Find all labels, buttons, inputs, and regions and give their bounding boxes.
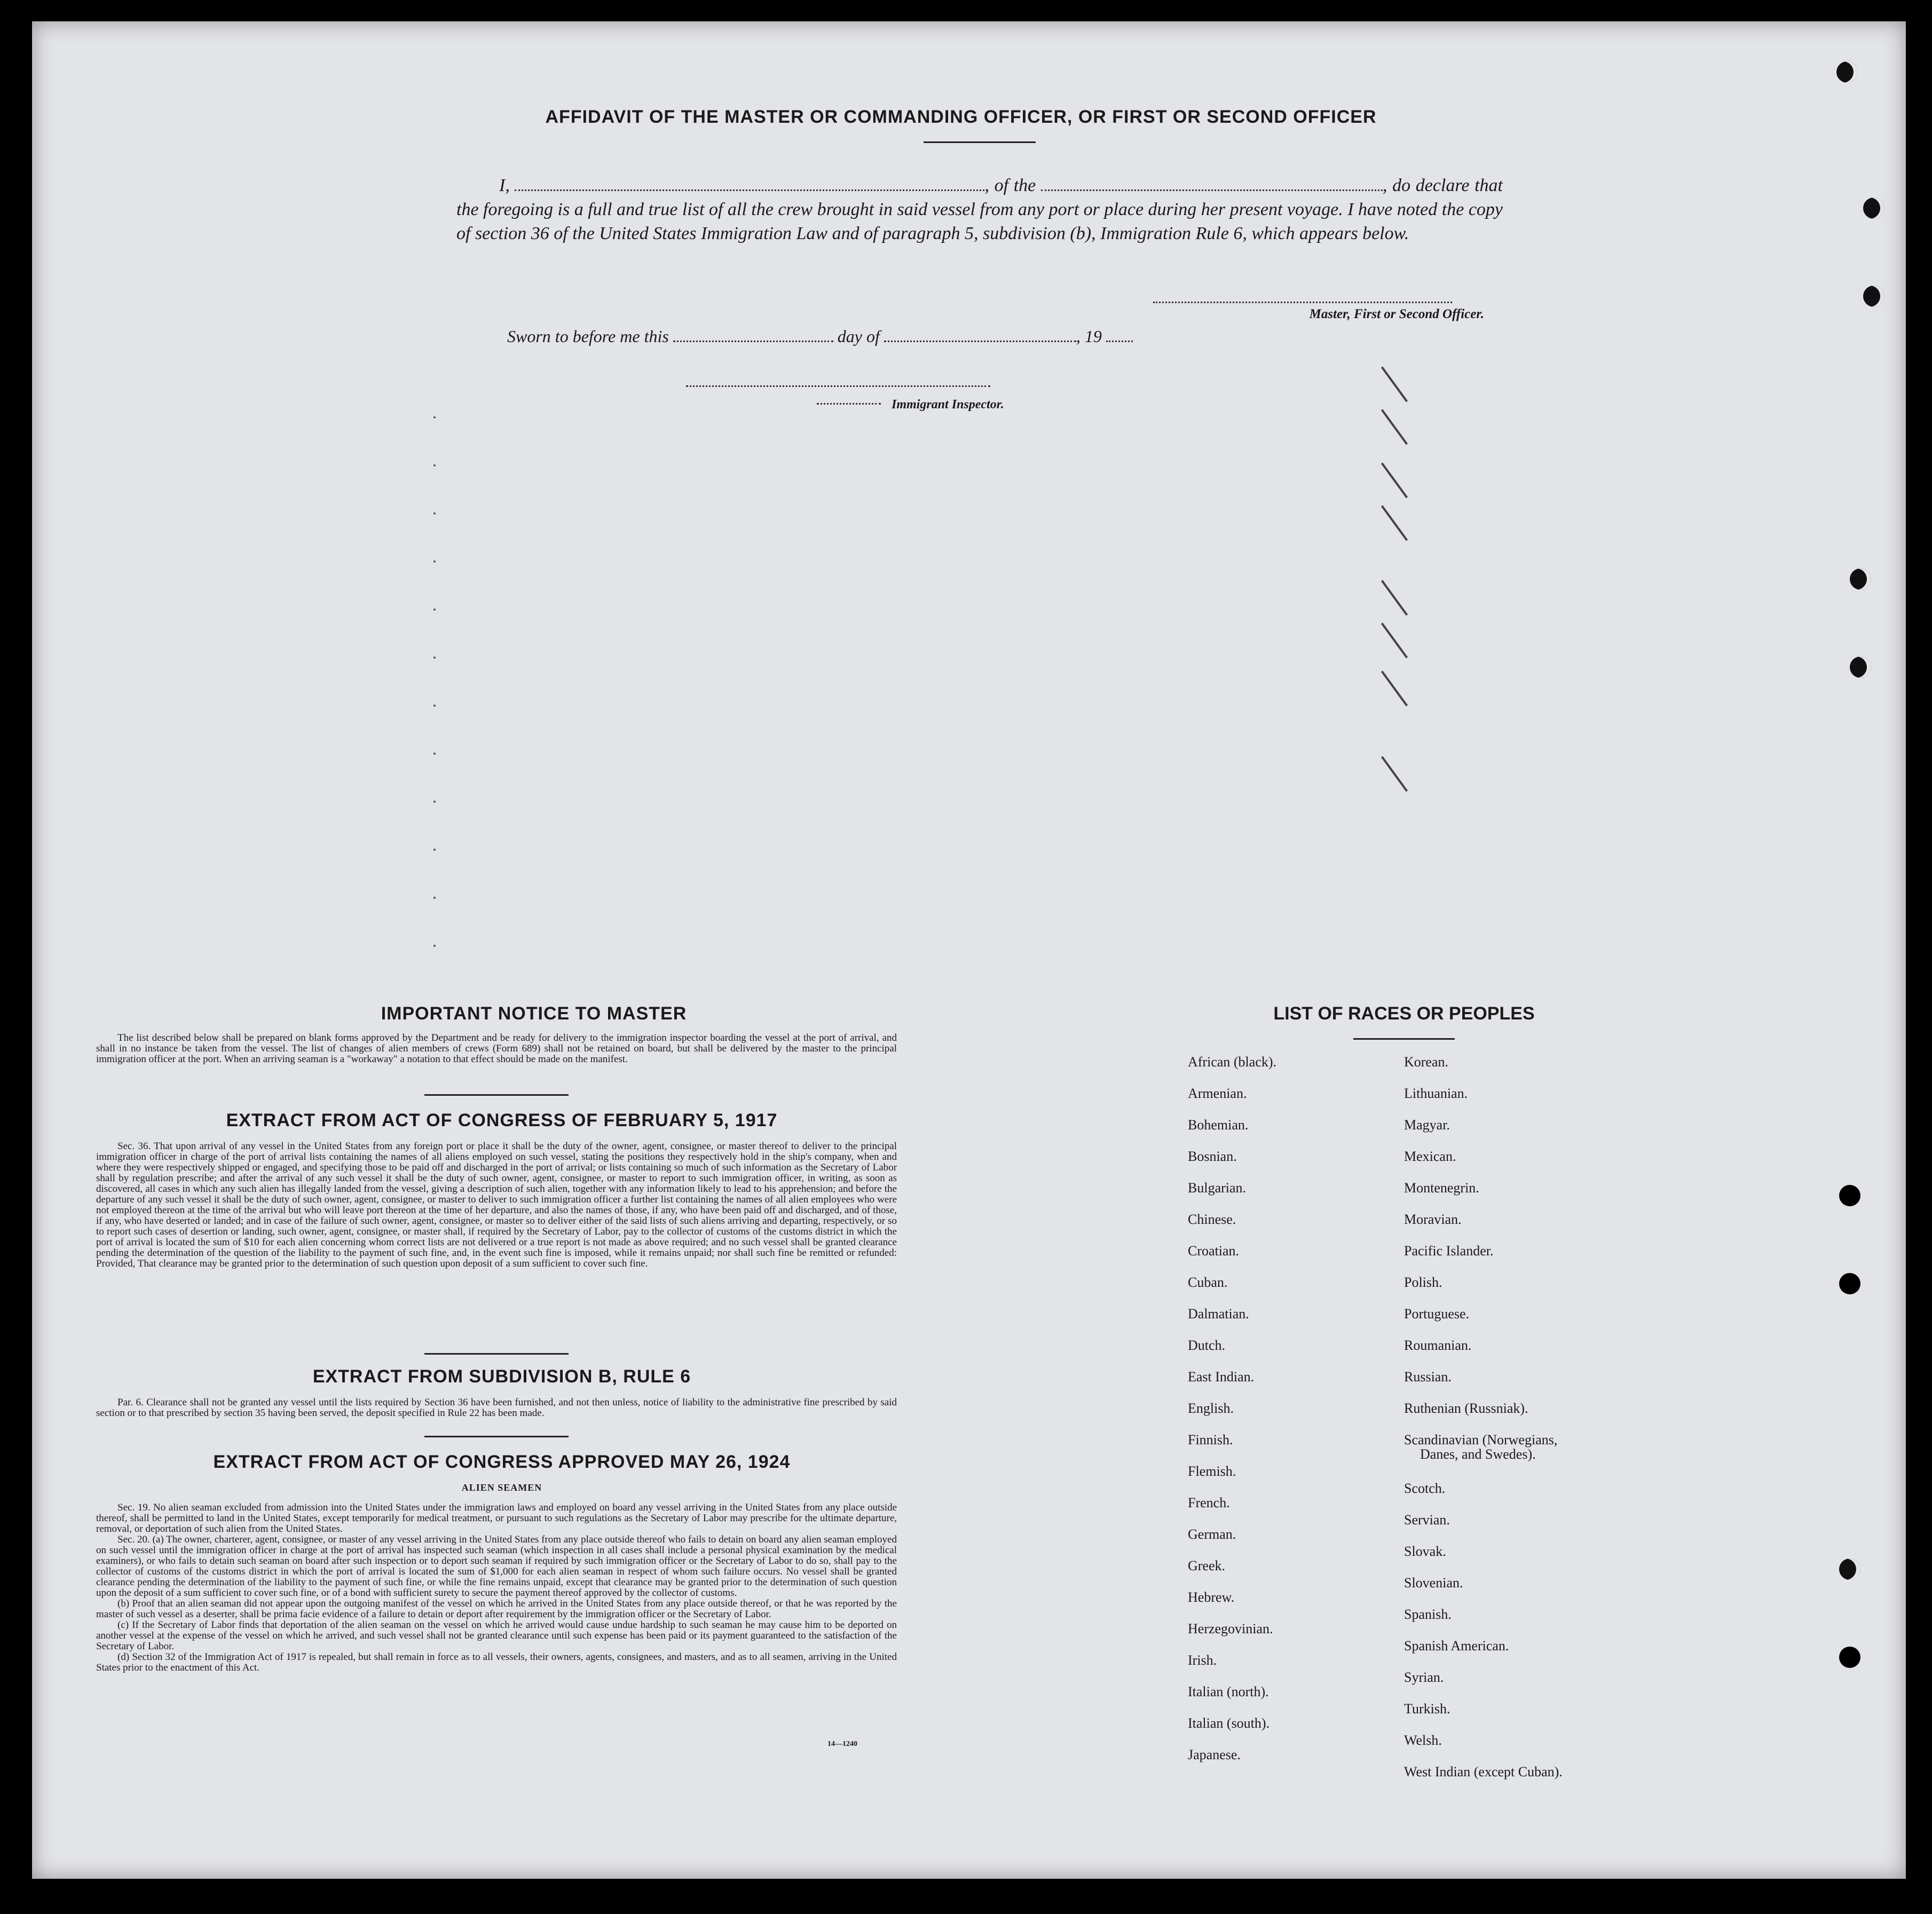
sworn-year: , 19 bbox=[1076, 327, 1102, 346]
extract-1917-text bbox=[96, 1141, 897, 1269]
race-item: Armenian. bbox=[1188, 1086, 1247, 1101]
race-item: Spanish American. bbox=[1404, 1638, 1509, 1654]
race-item: Bohemian. bbox=[1188, 1117, 1249, 1133]
race-item: Welsh. bbox=[1404, 1733, 1442, 1748]
race-item: Finnish. bbox=[1188, 1432, 1233, 1448]
inspector-signature-line bbox=[686, 385, 990, 387]
name-blank bbox=[515, 189, 984, 191]
vessel-blank bbox=[1041, 189, 1383, 191]
race-item: Slovak. bbox=[1404, 1544, 1446, 1559]
column-tick bbox=[433, 657, 436, 659]
column-tick bbox=[433, 849, 436, 851]
extract-1924-paragraph: Sec. 19. No alien seaman excluded from admission into the United States under the immigration laws and employed on board any vessel arriving in the United States from any place outside thereof, shall be permitted to land in the United States, except temporarily for medical treatment, or pursuant to such regulations as the Secretary of Labor may prescribe for the ultimate departure, removal, or deportation of such alien from the United States. bbox=[96, 1502, 897, 1535]
column-tick bbox=[433, 608, 436, 611]
affidavit-text: that the foregoing is a full and true list of all the crew brought in said vessel from any port or place during her present voyage. I have noted the copy of section 36 of the United States Immigration Law and of paragraph 5, subdivision (b), Immigration Rule 6, which appears below. bbox=[456, 176, 1503, 243]
race-item: Herzegovinian. bbox=[1188, 1621, 1273, 1636]
extract-rule6-title: EXTRACT FROM SUBDIVISION B, RULE 6 bbox=[312, 1366, 691, 1387]
race-item: Russian. bbox=[1404, 1369, 1452, 1385]
race-item: Italian (north). bbox=[1188, 1684, 1269, 1699]
punch-hole bbox=[1839, 1185, 1860, 1206]
race-item: Scandinavian (Norwegians, bbox=[1404, 1432, 1558, 1448]
section-rule bbox=[424, 1094, 569, 1096]
race-item: Dalmatian. bbox=[1188, 1306, 1249, 1322]
punch-hole bbox=[1836, 61, 1858, 83]
race-item: English. bbox=[1188, 1401, 1234, 1416]
race-item: Moravian. bbox=[1404, 1212, 1462, 1227]
races-rule bbox=[1353, 1038, 1455, 1040]
race-item: Spanish. bbox=[1404, 1607, 1452, 1622]
race-item: Cuban. bbox=[1188, 1275, 1228, 1290]
race-item: Portuguese. bbox=[1404, 1306, 1470, 1322]
race-item: West Indian (except Cuban). bbox=[1404, 1764, 1563, 1779]
section-rule bbox=[424, 1353, 569, 1355]
affidavit-of-the: , of the bbox=[984, 176, 1036, 195]
race-item: Mexican. bbox=[1404, 1149, 1456, 1164]
punch-hole bbox=[1839, 1559, 1860, 1580]
notice-title: IMPORTANT NOTICE TO MASTER bbox=[381, 1003, 687, 1024]
race-item: Korean. bbox=[1404, 1054, 1449, 1070]
race-item: African (black). bbox=[1188, 1054, 1277, 1070]
sworn-year-blank bbox=[1106, 341, 1133, 342]
race-item: German. bbox=[1188, 1527, 1236, 1542]
signature-label: Master, First or Second Officer. bbox=[1309, 307, 1484, 321]
race-item: Lithuanian. bbox=[1404, 1086, 1468, 1101]
column-tick bbox=[433, 897, 436, 899]
column-tick bbox=[433, 753, 436, 755]
affidavit-do-declare: , do declare bbox=[1382, 176, 1470, 195]
race-item: Slovenian. bbox=[1404, 1575, 1463, 1591]
race-item: Greek. bbox=[1188, 1558, 1226, 1573]
race-item: Pacific Islander. bbox=[1404, 1243, 1494, 1259]
race-item: Bosnian. bbox=[1188, 1149, 1237, 1164]
race-item: Italian (south). bbox=[1188, 1715, 1270, 1731]
extract-1924-paragraph: (b) Proof that an alien seaman did not appear upon the outgoing manifest of the vessel on which he arrived in the United States from any place outside thereof, or that he was reported by the master of such vessel as a deserter, shall be prima facie evidence of a failure to detain or deport after requirement by the immigration officer or the Secretary of Labor. bbox=[96, 1598, 897, 1620]
race-item: Croatian. bbox=[1188, 1243, 1240, 1259]
race-item: East Indian. bbox=[1188, 1369, 1255, 1385]
extract-rule6-paragraph: Par. 6. Clearance shall not be granted any vessel until the lists required by Section 36 have been furnished, and not then unless, notice of liability to the administrative fine prescribed by said section or to that prescribed by section 35 having been served, the deposit specified in Rule 22 has been made. bbox=[96, 1397, 897, 1419]
race-item: French. bbox=[1188, 1495, 1230, 1510]
races-title: LIST OF RACES OR PEOPLES bbox=[1273, 1003, 1535, 1024]
punch-hole bbox=[1863, 286, 1884, 307]
column-tick bbox=[433, 801, 436, 803]
race-item: Magyar. bbox=[1404, 1117, 1450, 1133]
notice-paragraph: The list described below shall be prepared on blank forms approved by the Department and be ready for delivery to the immigration inspector boarding the vessel at the port of arrival, and shall in no instance be taken from the vessel. The list of changes of alien members of crews (Form 689) shall not be retained on board, but shall be delivered by the master to the principal immigration officer at the port. When an arriving seaman is a "workaway" a notation to that effect should be made on the manifest. bbox=[96, 1032, 897, 1065]
race-item: Irish. bbox=[1188, 1652, 1217, 1668]
race-item: Hebrew. bbox=[1188, 1589, 1235, 1605]
sworn-line bbox=[507, 327, 1201, 346]
column-tick bbox=[433, 464, 436, 466]
inspector-label: Immigrant Inspector. bbox=[892, 398, 1004, 412]
affidavit-i: I, bbox=[499, 176, 510, 195]
race-item: Scotch. bbox=[1404, 1481, 1446, 1496]
race-item: Roumanian. bbox=[1404, 1338, 1472, 1353]
extract-1924-subtitle: ALIEN SEAMEN bbox=[461, 1482, 542, 1493]
race-item: Danes, and Swedes). bbox=[1420, 1446, 1536, 1462]
punch-hole bbox=[1863, 197, 1884, 219]
column-tick bbox=[433, 705, 436, 707]
signature-line bbox=[1153, 302, 1452, 303]
race-item: Japanese. bbox=[1188, 1747, 1241, 1762]
extract-1924-paragraph: (d) Section 32 of the Immigration Act of 1917 is repealed, but shall remain in force as to all vessels, their owners, agents, consignees, and masters, and as to all seamen, arriving in the United States prior to the enactment of this Act. bbox=[96, 1651, 897, 1673]
extract-1917-title: EXTRACT FROM ACT OF CONGRESS OF FEBRUARY 5, 1917 bbox=[226, 1110, 778, 1130]
race-item: Servian. bbox=[1404, 1512, 1450, 1528]
race-item: Syrian. bbox=[1404, 1670, 1444, 1685]
affidavit-title: AFFIDAVIT OF THE MASTER OR COMMANDING OFFICER, OR FIRST OR SECOND OFFICER bbox=[545, 107, 1377, 127]
notice-text bbox=[96, 1033, 897, 1065]
column-tick bbox=[433, 945, 436, 947]
column-tick bbox=[433, 560, 436, 563]
title-rule bbox=[924, 141, 1036, 143]
race-item: Montenegrin. bbox=[1404, 1180, 1479, 1196]
punch-hole bbox=[1839, 1273, 1860, 1294]
inspector-dots bbox=[817, 403, 881, 405]
punch-hole bbox=[1850, 568, 1871, 590]
sworn-day-of: day of bbox=[837, 327, 880, 346]
race-item: Bulgarian. bbox=[1188, 1180, 1247, 1196]
section-rule bbox=[424, 1436, 569, 1437]
sworn-prefix: Sworn to before me this bbox=[507, 327, 669, 346]
sworn-date-blank bbox=[673, 341, 833, 342]
extract-1917-paragraph: Sec. 36. That upon arrival of any vessel in the United States from any foreign port or place it shall be the duty of the owner, agent, consignee, or master thereof to deliver to the principal immigration officer in charge of the port of arrival lists containing the names of all aliens employed on such vessel, stating the positions they respectively hold in the ship's company, when and where they were respectively shipped or engaged, and specifying those to be paid off and discharged in the port of arrival; or lists containing so much of such information as the Secretary of Labor shall by regulation prescribe; and after the arrival of any such vessel it shall be the duty of such owner, agent, consignee, or master to report to such immigration officer, in writing, as soon as discovered, all cases in which any such alien has illegally landed from the vessel, giving a description of such alien, together with any information likely to lead to his apprehension; and before the departure of any such vessel it shall be the duty of such owner, agent, consignee, or master to deliver to such immigration officer a further list containing the names of all alien employees who were not employed thereon at the time of the arrival but who will leave port thereon at the time of her departure, and also the names of those, if any, who have been paid off and discharged, and of those, if any, who have deserted or landed; and in case of the failure of such owner, agent, consignee, or master so to deliver either of the said lists of such aliens arriving and departing, respectively, or so to report such cases of desertion or landing, such owner, agent, consignee, or master shall, if required by the Secretary of Labor, pay to the collector of customs of the customs district in which the port of arrival is located the sum of $10 for each alien concerning whom correct lists are not delivered or a true report is not made as above required; and no such vessel shall be granted clearance pending the determination of the question of the liability to the payment of such fine, and, in the event such fine is imposed, while it remains unpaid; nor shall such fine be remitted or refunded: Provided, That clearance may be granted prior to the determination of such question upon deposit of a sum sufficient to cover such fine. bbox=[96, 1141, 897, 1269]
extract-rule6-text bbox=[96, 1397, 897, 1419]
sworn-month-blank bbox=[884, 341, 1076, 342]
punch-hole bbox=[1850, 657, 1871, 678]
column-tick bbox=[433, 512, 436, 515]
affidavit-body bbox=[456, 173, 1503, 246]
race-item: Chinese. bbox=[1188, 1212, 1236, 1227]
extract-1924-paragraph: (c) If the Secretary of Labor finds that deportation of the alien seaman on the vessel on which he arrived would cause undue hardship to such seaman he may cause him to be deported on another vessel at the expense of the vessel on which he arrived, and such vessel shall not be granted clearance until such expense has been paid or its payment guaranteed to the satisfaction of the Secretary of Labor. bbox=[96, 1619, 897, 1652]
punch-hole bbox=[1839, 1647, 1860, 1668]
extract-1924-title: EXTRACT FROM ACT OF CONGRESS APPROVED MAY 26, 1924 bbox=[213, 1452, 791, 1472]
race-item: Polish. bbox=[1404, 1275, 1442, 1290]
race-item: Turkish. bbox=[1404, 1701, 1450, 1717]
column-tick bbox=[433, 416, 436, 418]
race-item: Dutch. bbox=[1188, 1338, 1226, 1353]
race-item: Ruthenian (Russniak). bbox=[1404, 1401, 1528, 1416]
form-number: 14—1240 bbox=[827, 1740, 857, 1748]
extract-1924-paragraph: Sec. 20. (a) The owner, charterer, agent, consignee, or master of any vessel arriving in the United States from any place outside thereof who fails to detain on board any alien seaman employed on such vessel until the immigration officer in charge at the port of arrival has inspected such seaman (which inspection in all cases shall include a personal physical examination by the medical examiners), or who fails to detain such seaman on board after such inspection or to deport such seaman if required by such immigration officer or the Secretary of Labor to do so, shall pay to the collector of customs of the customs district in which the port of arrival is located the sum of $1,000 for each alien seaman in respect of whom such failure occurs. No vessel shall be granted clearance pending the determination of the liability to the payment of such fine, or while the fine remains unpaid, except that clearance may be granted prior to the determination of such question upon the deposit of a sum sufficient to cover such fine, or of a bond with sufficient surety to secure the payment thereof approved by the collector of customs. bbox=[96, 1534, 897, 1599]
extract-1924-text bbox=[96, 1502, 897, 1673]
race-item: Flemish. bbox=[1188, 1464, 1236, 1479]
